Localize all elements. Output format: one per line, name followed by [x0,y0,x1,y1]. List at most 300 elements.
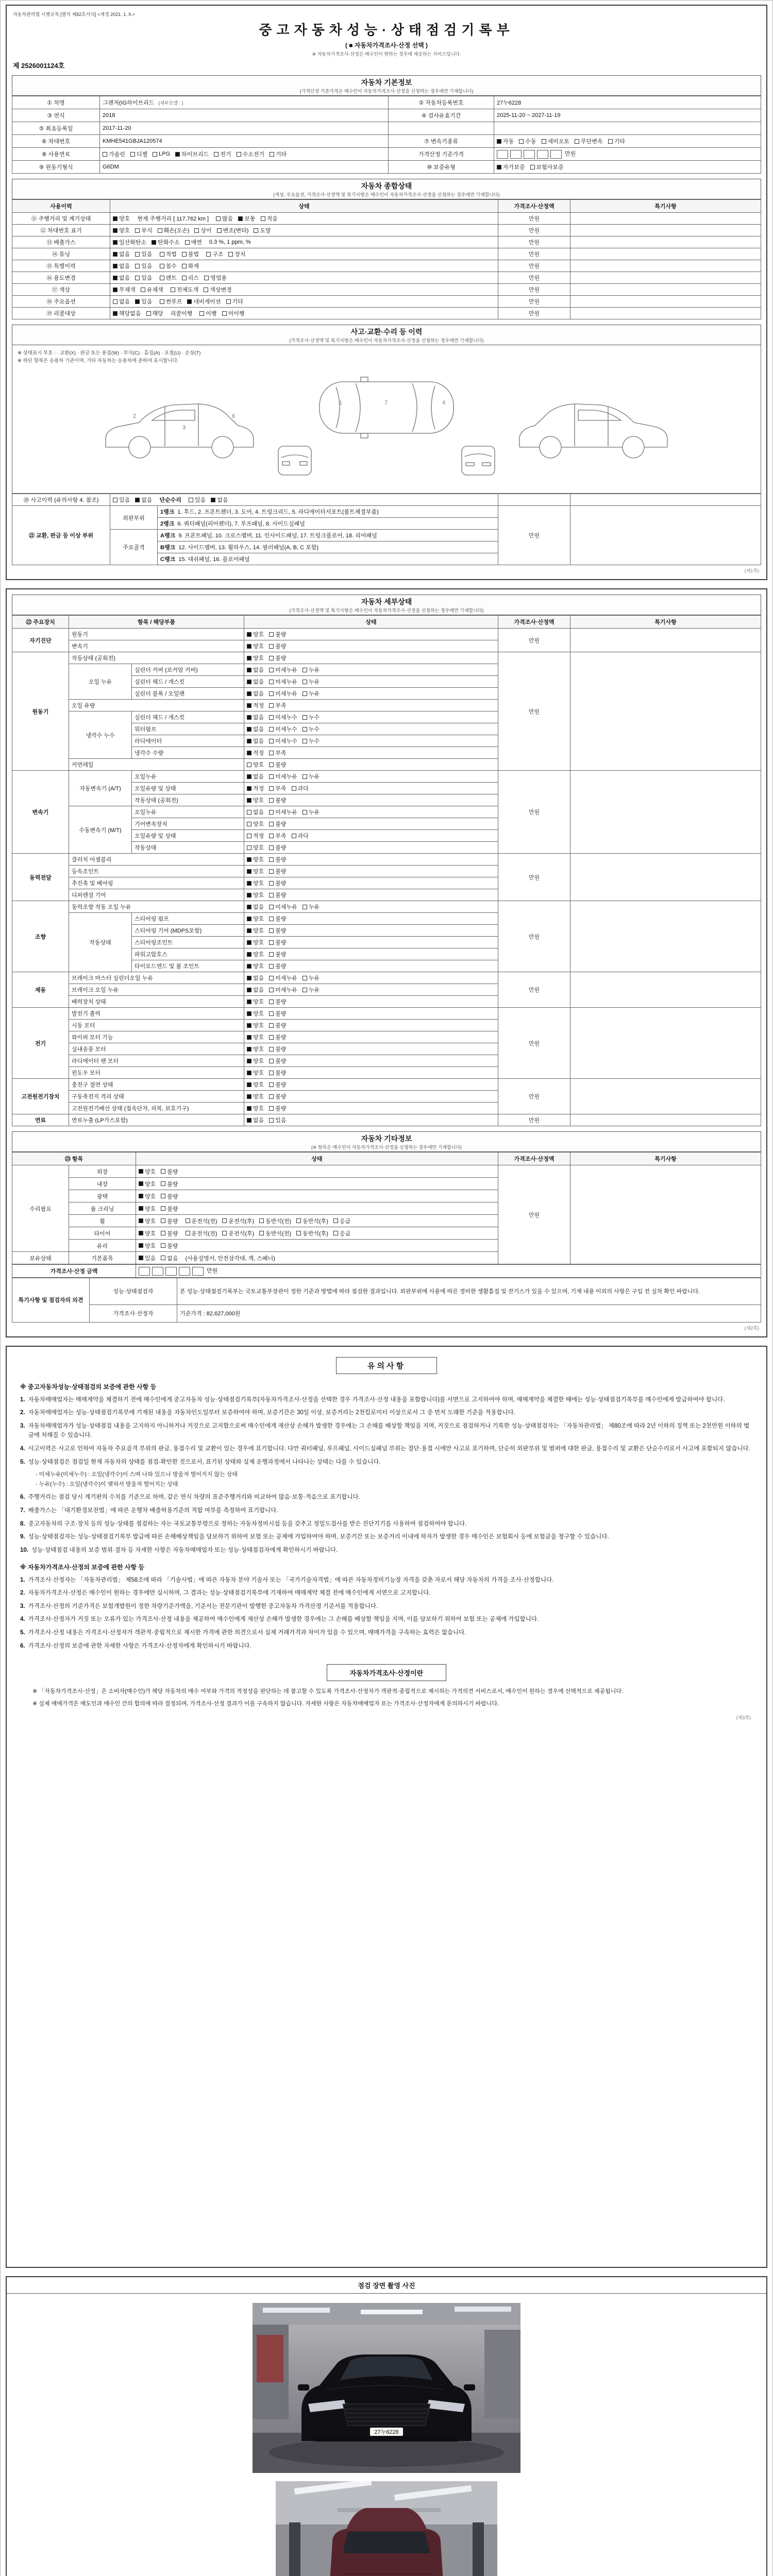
checkbox-unchecked-icon [161,1206,165,1211]
empty-cell [494,122,761,135]
checkbox-label: 미세누유 [275,987,297,993]
checkbox-label: 있음 [145,1255,156,1262]
checkbox-label: 과다 [297,786,309,792]
checkbox-option [333,1229,350,1238]
remark-cell [570,236,761,248]
notice-item-number: 5. [20,1630,25,1636]
use-item-label: ⑪ 주행거리 및 계기상태 [12,213,110,225]
checkbox-label: 불량 [275,999,287,1005]
state-cell [110,236,498,248]
check-group [247,1104,287,1112]
page-number-mark: (제3쪽) [736,1715,751,1720]
state-cell [244,854,498,866]
checkbox-unchecked-icon [303,988,307,992]
checkbox-option [247,855,264,863]
etc-item-label: 기본품목 [69,1252,136,1264]
state-content [139,1242,495,1250]
checkbox-unchecked-icon [269,680,274,684]
state-column-header: 상태 [244,616,498,629]
checkbox-unchecked-icon [269,727,274,732]
diagram-zone-2: 2 [133,413,137,419]
state-cell [244,866,498,877]
checkbox-option [247,867,264,875]
checkbox-label: 해당 [152,311,163,317]
diagram-zone-1: 1 [339,400,343,406]
checkbox-label: 불량 [167,1181,178,1188]
checkbox-option [269,926,286,935]
checkbox-option [303,808,320,816]
base-price-unit: 만원 [565,151,576,158]
item-subgroup-label: 오일 누유 [69,664,132,700]
checkbox-option [226,297,243,306]
state-cell [244,664,498,676]
checkbox-option [247,666,264,674]
checkbox-label: 양호 [253,1070,264,1076]
checkbox-label: 부족 [275,786,287,792]
checkbox-option [113,309,141,317]
checkbox-option [139,1205,156,1213]
item-label: 냉각수 수량 [132,747,244,759]
checkbox-option [269,986,297,994]
exchange-section-label: ㉑ 교환, 판금 등 이상 부위 [12,506,110,565]
checkbox-unchecked-icon [171,287,175,292]
checkbox-checked-icon [247,774,251,779]
remark-cell [570,284,761,296]
checkbox-option [247,808,264,816]
checkbox-label: 양호 [253,762,264,768]
checkbox-option [135,262,152,270]
checkbox-label: 불량 [167,1243,178,1249]
check-group [186,1229,351,1238]
checkbox-option [247,950,264,958]
checkbox-label: 불량 [275,869,287,875]
notice-item-text: 자동차매매업자는 성능·상태점검기록부에 기재된 내용을 자동차인도일부터 보증하여야 하며, 보증기간은 30일 이상, 보증거리는 2천킬로미터 이상으로서 그 중 먼저 도래한 기준을 적용합니다. [28,1410,516,1416]
checkbox-label: 양호 [253,916,264,922]
use-item-label: ⑯ 용도변경 [12,272,110,284]
checkbox-checked-icon [113,240,117,245]
notice-item-text: 가격조사·산정 내용은 가격조사·산정자가 객관적·중립적으로 제시한 가격에 관한 의견으로서 실제 거래가격과 차이가 있을 수 있으며, 매매가격을 구속하는 효력은 없습니다. [28,1630,466,1636]
checkbox-label: 누유 [308,987,320,993]
check-group [103,150,287,158]
check-group [113,226,271,234]
checkbox-option [139,1254,156,1262]
checkbox-label: 누유 [308,691,320,697]
checkbox-label: 양호 [253,1082,264,1088]
checkbox-label: 없음 [253,726,264,733]
checkbox-label: 수소전기 [242,151,265,158]
use-history-column-header: 사용이력 [12,200,110,213]
checkbox-unchecked-icon [269,917,274,921]
checkbox-option [139,1229,156,1238]
checkbox-label: 과다 [297,833,309,839]
check-group [247,997,287,1006]
checkbox-unchecked-icon [269,810,274,815]
checkbox-label: 양호 [145,1206,156,1212]
checkbox-unchecked-icon [269,786,274,791]
state-cell [244,818,498,830]
price-column-header: 가격조사·산정액 [498,616,570,629]
state-content [113,238,495,246]
checkbox-label: 가솔린 [109,151,125,158]
checkbox-label: 불량 [275,643,287,650]
detail-row [12,1008,761,1020]
checkbox-label: 화재 [188,263,199,269]
checkbox-unchecked-icon [161,1181,165,1186]
section-accident-header [12,325,761,345]
price-amount-table [12,1264,761,1278]
etc-row [12,1165,761,1178]
state-cell [110,248,498,260]
item-subgroup-label: 냉각수 누수 [69,711,132,759]
check-group [497,163,564,171]
checkbox-label: 불량 [275,1046,287,1053]
price-amount: 만원 [498,308,570,319]
state-cell [136,1240,498,1252]
check-group [189,496,228,504]
state-content [247,820,495,828]
state-cell [110,284,498,296]
checkbox-label: 동반석(전) [265,1218,292,1225]
checkbox-label: 양호 [253,940,264,946]
accident-history-row [12,494,761,506]
check-group [247,1092,287,1100]
amount-write-box [537,150,548,159]
remark-cell [570,652,761,771]
checkbox-checked-icon [238,216,243,221]
item-label: 타이로드엔드 및 볼 조인트 [132,960,244,972]
price-appraiser-label: 가격조사·산정자 [90,1304,177,1322]
rank-label: C랭크 [160,556,176,563]
state-content [247,796,495,804]
checkbox-checked-icon [247,1082,251,1087]
check-group [113,309,163,317]
item-column-header: 항목 / 해당부품 [69,616,244,629]
fuel-type-label: ⑧ 사용연료 [12,148,100,161]
checkbox-label: 미세누수 [275,726,297,733]
checkbox-checked-icon [113,228,117,233]
checkbox-label: LPG [159,151,171,157]
checkbox-option [497,163,525,171]
state-text: (사용설명서, 안전삼각대, 잭, 스패너) [185,1255,275,1262]
checkbox-option [269,1057,286,1065]
checkbox-label: 없음 [167,1255,178,1262]
use-item-label: ⑫ 차대번호 표기 [12,225,110,236]
checkbox-option [186,1229,217,1238]
checkbox-label: 기타 [276,151,287,158]
checkbox-checked-icon [113,311,117,316]
use-item-label: ⑱ 주요옵션 [12,296,110,308]
check-group [139,1242,178,1250]
checkbox-label: 자가보증 [503,164,525,171]
state-cell [244,1114,498,1126]
checkbox-option [269,654,286,662]
checkbox-checked-icon [139,1218,143,1223]
check-group [113,214,130,223]
checkbox-unchecked-icon [269,656,274,660]
check-group [247,914,287,923]
checkbox-option [247,701,264,709]
state-content [247,701,495,709]
amount-write-box [165,1267,177,1276]
checkbox-checked-icon [187,299,192,304]
part-group-label: 주요골격 [110,530,158,565]
checkbox-label: 양호 [253,1046,264,1053]
checkbox-unchecked-icon [204,287,208,292]
model-year-label: ③ 연식 [12,109,100,122]
checkbox-label: 부식 [141,228,153,234]
item-label: 라디에이터 팬 모터 [69,1055,244,1067]
check-group [216,214,278,223]
checkbox-label: 미세누유 [275,904,297,910]
checkbox-unchecked-icon [113,299,117,304]
remark-column-header: 특기사항 [570,1153,761,1165]
state-content [139,1217,495,1225]
checkbox-unchecked-icon [270,152,274,157]
item-subgroup-label: 작동상태 [69,913,132,972]
remark-cell [570,260,761,272]
checkbox-option [269,974,297,982]
checkbox-option [269,997,286,1006]
table-row [12,161,761,174]
checkbox-label: 누유 [308,667,320,673]
checkbox-option [247,1092,264,1100]
checkbox-option [269,1021,286,1029]
checkbox-label: 양호 [253,1106,264,1112]
checkbox-option [228,250,245,258]
notice-item-number: 4. [20,1616,25,1623]
state-content [247,867,495,875]
checkbox-option [113,226,130,234]
checkbox-checked-icon [113,264,117,268]
state-content [247,1104,495,1112]
detail-row [12,854,761,866]
state-content [247,666,495,674]
checkbox-label: 양호 [145,1168,156,1175]
notice-item-text: 성능·상태점검자는 성능·상태점검기록부 발급에 따른 손해배상책임을 담보하기 위하여 보험 또는 공제에 가입하여야 하며, 보증기간 또는 보증거리 이내에 하자가 발생한 경우 매수인은 보험회사 등에 보험금을 청구할 수 있습니다. [28,1534,609,1540]
inspection-photo-lift [276,2481,497,2576]
state-content [139,1192,495,1200]
checkbox-option [333,1217,350,1225]
amount-write-box [179,1267,190,1276]
state-content [139,1254,495,1262]
state-cell [244,1079,498,1091]
checkbox-option [247,654,264,662]
checkbox-unchecked-icon [296,1231,301,1235]
overall-row [12,225,761,236]
checkbox-label: 불량 [275,1035,287,1041]
checkbox-option [130,150,147,158]
check-group [247,772,320,781]
law-reference-note: 자동차관리법 시행규칙 [별지 제82호서식] <개정 2021. 1. 9.> [13,12,136,17]
checkbox-option [303,772,320,781]
checkbox-label: 누수 [308,738,320,744]
remark-cell [570,506,761,565]
checkbox-option [269,713,297,721]
rank-row [12,506,761,518]
price-amount: 만원 [498,213,570,225]
checkbox-option [175,150,209,158]
performance-inspector-label: 성능·상태점검자 [90,1278,177,1304]
checkbox-unchecked-icon [269,845,274,850]
checkbox-label: 양호 [253,1058,264,1064]
notice-item [20,1444,753,1454]
amount-write-box [550,150,562,159]
checkbox-unchecked-icon [269,1023,274,1028]
price-amount: 만원 [498,901,570,972]
checkbox-unchecked-icon [269,715,274,720]
price-amount: 만원 [498,854,570,901]
checkbox-label: 없음 [253,809,264,816]
check-group [139,1205,178,1213]
state-cell [244,830,498,842]
state-cell [110,260,498,272]
checkbox-unchecked-icon [303,668,307,672]
section-overall-note: (색상, 주요옵션, 가격조사·산정액 및 특기사항은 매수인이 자동차가격조사·산정을 신청하는 경우에만 기재합니다) [273,192,500,197]
notice-item [20,1532,753,1542]
checkbox-checked-icon [247,964,251,969]
item-label: 브레이크 오일 누유 [69,984,244,996]
checkbox-checked-icon [247,857,251,862]
document-title: 중고자동차성능·상태점검기록부 [259,22,514,38]
checkbox-option [161,1217,178,1225]
checkbox-option [139,1217,156,1225]
rank-parts: 15. 대쉬패널, 16. 플로어패널 [178,556,250,563]
check-group [247,1069,287,1077]
checkbox-checked-icon [247,739,251,743]
checkbox-label: 동반석(후) [303,1218,328,1225]
checkbox-option [269,689,297,698]
checkbox-option [238,214,255,223]
checkbox-label: 불량 [275,928,287,934]
item-label: 윈도우 모터 [69,1067,244,1079]
state-cell [110,308,498,319]
license-plate-text: 27누6228 [374,2429,399,2435]
rank-label: 1랭크 [160,509,175,515]
checkbox-label: 불량 [167,1193,178,1200]
state-content [247,950,495,958]
state-content [247,1033,495,1041]
checkbox-label: 있음 [119,497,130,503]
checkbox-unchecked-icon [135,276,140,280]
checkbox-option [269,867,286,875]
state-cell [244,1091,498,1103]
checkbox-option [269,820,286,828]
checkbox-option [161,1205,178,1213]
checkbox-label: 누유 [308,774,320,780]
checkbox-checked-icon [139,1206,143,1211]
checkbox-unchecked-icon [303,715,307,720]
state-cell [244,794,498,806]
checkbox-option [194,226,211,234]
checkbox-option [141,285,163,294]
checkbox-label: 무단변속 [581,139,603,145]
checkbox-label: 있음 [141,251,153,258]
checkbox-label: 양호 [145,1230,156,1237]
checkbox-unchecked-icon [160,264,164,268]
item-label: 등속조인트 [69,866,244,877]
checkbox-unchecked-icon [269,739,274,743]
checkbox-unchecked-icon [542,139,546,144]
diagram-zone-3: 3 [182,425,186,431]
checkbox-option [269,760,286,769]
checkbox-checked-icon [247,668,251,672]
checkbox-label: 없음 [253,904,264,910]
checkbox-checked-icon [247,798,251,803]
checkbox-unchecked-icon [269,1082,274,1087]
amount-write-box [497,150,508,159]
checkbox-option [269,701,286,709]
checkbox-option [269,843,286,852]
checkbox-label: 없음 [253,715,264,721]
notice-item [20,1615,753,1624]
checkbox-checked-icon [247,751,251,755]
checkbox-label: 없음 [253,975,264,981]
checkbox-label: 기타 [614,139,625,145]
notice-item-number: 6. [20,1494,25,1501]
checkbox-label: 영업용 [210,275,227,281]
state-cell [136,1252,498,1264]
checkbox-label: 동반석(후) [303,1230,328,1237]
checkbox-unchecked-icon [247,845,251,850]
state-cell [244,984,498,996]
check-group [113,297,153,306]
checkbox-option [575,137,603,145]
state-cell [244,652,498,664]
check-group [113,238,202,246]
checkbox-option [247,1069,264,1077]
checkbox-unchecked-icon [303,774,307,779]
state-cell [244,1055,498,1067]
use-item-label: ⑮ 특별이력 [12,260,110,272]
checkbox-option [269,1033,286,1041]
checkbox-option [269,725,297,733]
checkbox-label: 양호 [253,963,264,970]
checkbox-option [247,1045,264,1053]
page-3-notices [6,1346,767,2268]
checkbox-option [199,309,216,317]
state-text: 현재 주행거리 [ 117,762 km ] [137,216,209,222]
checkbox-unchecked-icon [161,1231,165,1235]
checkbox-unchecked-icon [189,498,193,502]
checkbox-label: 양호 [253,999,264,1005]
checkbox-checked-icon [247,893,251,897]
check-group [113,262,153,270]
document-title-block [12,20,761,57]
checkbox-label: 없음 [253,667,264,673]
checkbox-label: 상이 [200,228,212,234]
checkbox-option [269,772,297,781]
checkbox-option [247,926,264,935]
checkbox-checked-icon [247,1011,251,1016]
state-column-header: 상태 [136,1153,498,1165]
etc-item-label: 룸 크리닝 [69,1202,136,1215]
checkbox-unchecked-icon [254,228,258,233]
checkbox-label: 변조(변타) [223,228,249,234]
checkbox-unchecked-icon [269,1118,274,1123]
checkbox-option [303,737,320,745]
checkbox-option [113,262,130,270]
state-content [247,713,495,721]
item-label: 원동기 [69,629,244,640]
notice-item [20,1421,753,1440]
state-cell [244,972,498,984]
use-item-label: ⑲ 리콜대상 [12,308,110,319]
checkbox-checked-icon [139,1194,143,1198]
checkbox-option [247,772,264,781]
checkbox-label: 적정 [253,786,264,792]
notice-item [20,1546,753,1555]
checkbox-label: 색상변경 [210,287,232,293]
